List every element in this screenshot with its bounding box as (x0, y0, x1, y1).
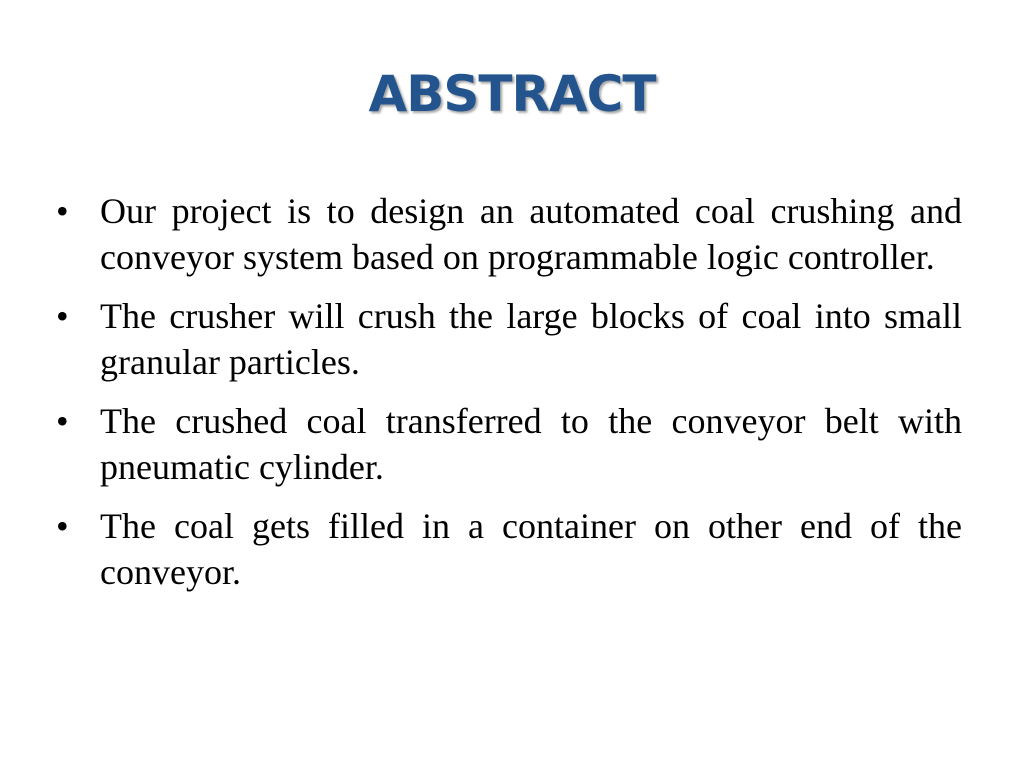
slide-title: ABSTRACT (368, 65, 656, 123)
bullet-text: The coal gets filled in a container on other end of the conveyor. (100, 506, 962, 592)
bullet-item (56, 188, 962, 280)
bullet-icon: • (56, 401, 69, 441)
bullet-icon: • (56, 296, 69, 336)
bullet-item (56, 293, 962, 385)
bullet-item (56, 503, 962, 595)
bullet-text: Our project is to design an automated coal crushing and conveyor system based on programmable logic controller. (100, 191, 962, 277)
bullet-icon: • (56, 506, 69, 546)
bullet-list (56, 188, 962, 608)
bullet-icon: • (56, 191, 69, 231)
bullet-text: The crushed coal transferred to the conveyor belt with pneumatic cylinder. (100, 401, 962, 487)
bullet-text: The crusher will crush the large blocks of coal into small granular particles. (100, 296, 962, 382)
bullet-item (56, 398, 962, 490)
